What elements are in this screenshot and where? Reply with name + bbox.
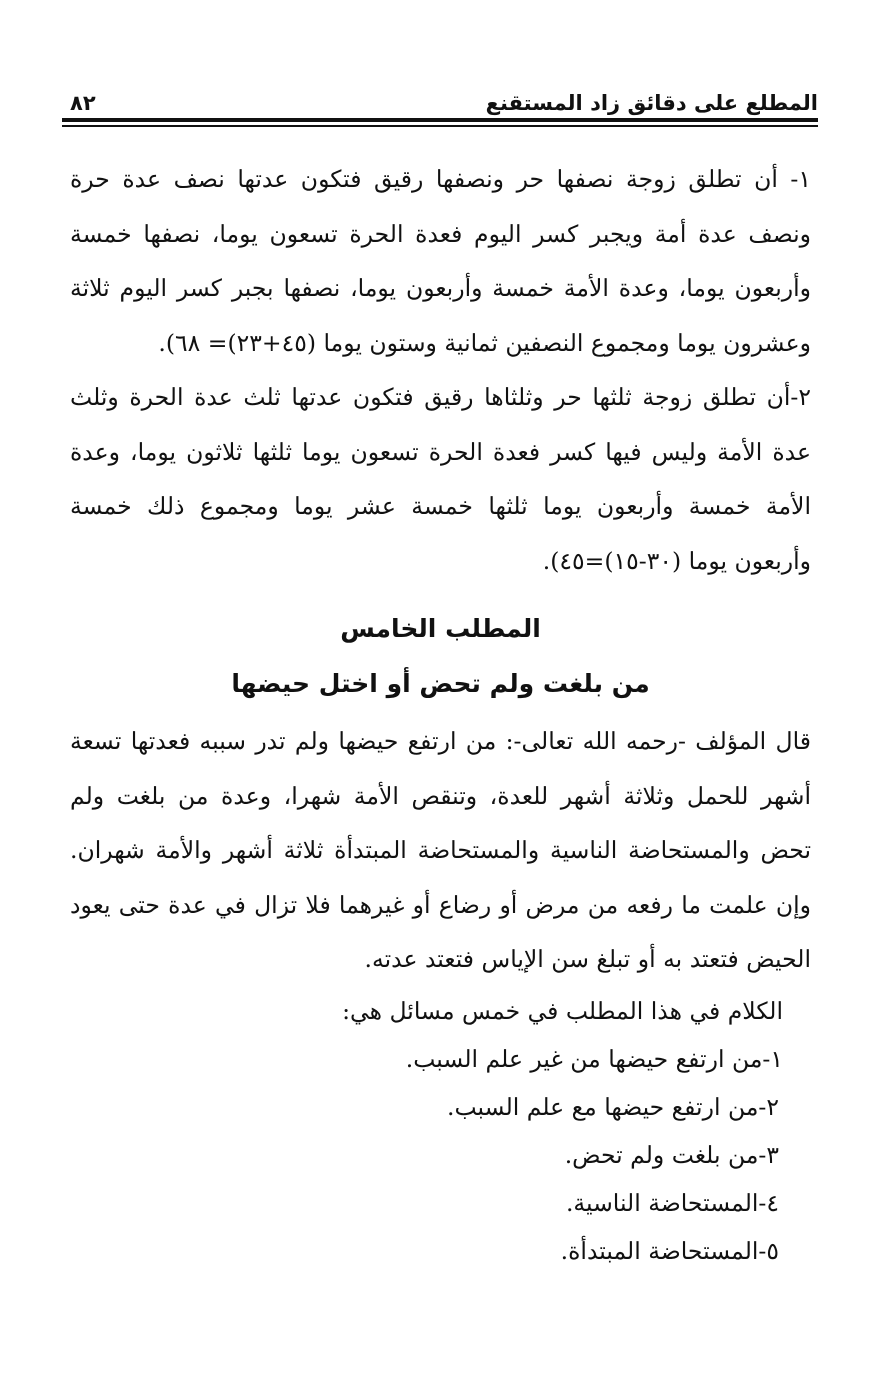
running-header [70,78,818,114]
list-item: ٢-من ارتفع حيضها مع علم السبب. [446,1092,779,1121]
list-item: ٤-المستحاضة الناسية. [565,1188,779,1217]
list-item: ٥-المستحاضة المبتدأة. [560,1236,779,1265]
example-paragraph-2: ٢-أن تطلق زوجة ثلثها حر وثلثاها رقيق فتكون عدتها ثلث عدة الحرة وثلث عدة الأمة وليس فيها كسر فعدة الحرة تسعون يوما ثلثها ثلاثون يوما، وعدة الأمة خمسة وأربعون يوما ثلثها خمسة عشر يوما ومجموع ذلك خمسة وأربعون يوما (٣٠-١٥)=٤٥). [70,383,811,575]
section-subtitle: من بلغت ولم تحض أو اختل حيضها [231,669,650,698]
page-number: ٨٢ [70,91,96,115]
list-item: ٣-من بلغت ولم تحض. [564,1140,779,1169]
book-title: المطلع على دقائق زاد المستقنع [485,91,818,115]
issues-intro: الكلام في هذا المطلب في خمس مسائل هي: [342,996,783,1025]
header-rule-thin [62,125,818,127]
example-paragraph-1: ١- أن تطلق زوجة نصفها حر ونصفها رقيق فتكون عدتها نصف عدة حرة ونصف عدة أمة ويجبر كسر اليوم فعدة الحرة تسعون يوما، نصفها خمسة وأربعون يوما، وعدة الأمة خمسة وأربعون يوما، نصفها بجبر كسر اليوم ثلاثة وعشرون يوما ومجموع النصفين ثمانية وستون يوما (٤٥+٢٣)= ٦٨). [70,165,811,357]
issues-list [70,1035,811,1275]
author-quote-paragraph: قال المؤلف -رحمه الله تعالى-: من ارتفع حيضها ولم تدر سببه فعدتها تسعة أشهر للحمل وثلاثة أشهر للعدة، وتنقص الأمة شهرا، وعدة من بلغت ولم تحض والمستحاضة الناسية والمستحاضة المبتدأة ثلاثة أشهر والأمة شهران. وإن علمت ما رفعه من مرض أو رضاع أو غيرهما فلا تزال في عدة حتى يعود الحيض فتعتد به أو تبلغ سن الإياس فتعتد عدته. [70,727,811,973]
page-body [70,152,811,1275]
header-rule [62,118,818,122]
section-title: المطلب الخامس [340,614,541,643]
list-item: ١-من ارتفع حيضها من غير علم السبب. [405,1044,783,1073]
